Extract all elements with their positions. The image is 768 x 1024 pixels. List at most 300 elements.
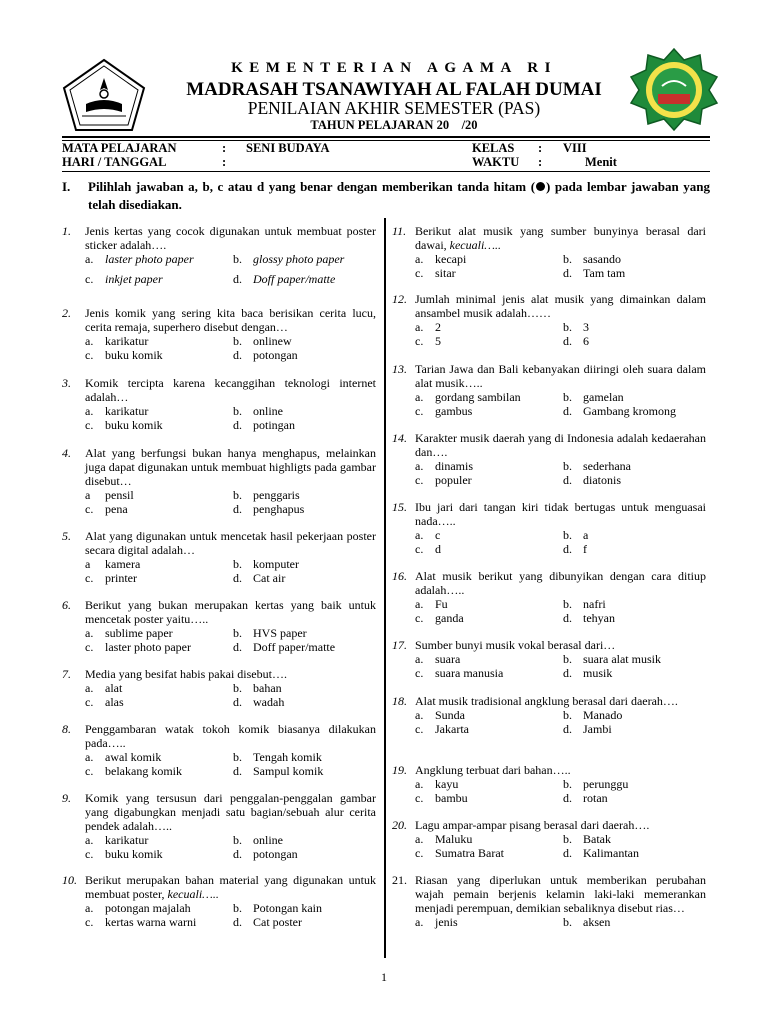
option-letter: a. <box>85 334 94 348</box>
option-letter: b. <box>563 708 572 722</box>
answer-option[interactable] <box>415 473 563 487</box>
option-letter: d. <box>563 611 572 625</box>
question-text-block <box>415 873 706 915</box>
answer-option[interactable] <box>415 459 563 473</box>
question-text-block <box>85 306 376 334</box>
question-item <box>392 224 706 280</box>
day-label: HARI / TANGGAL <box>62 155 167 169</box>
answer-option[interactable] <box>415 722 563 736</box>
question-text-block <box>415 431 706 459</box>
option-letter: d. <box>233 847 242 861</box>
option-text: buku komik <box>105 847 163 861</box>
answer-option[interactable] <box>85 901 233 915</box>
answer-option[interactable] <box>563 832 713 846</box>
question-item <box>392 873 706 929</box>
question-item <box>62 598 376 654</box>
answer-option[interactable] <box>233 750 383 764</box>
answer-option[interactable] <box>85 833 233 847</box>
option-letter: d. <box>563 791 572 805</box>
option-letter: a. <box>415 777 424 791</box>
option-letter: b. <box>563 252 572 266</box>
option-letter: a. <box>415 320 424 334</box>
answer-options <box>85 252 376 286</box>
question-item <box>392 292 706 348</box>
question-text-block <box>85 224 376 252</box>
option-letter: a. <box>415 390 424 404</box>
option-letter: a. <box>85 626 94 640</box>
answer-option[interactable] <box>563 777 713 791</box>
option-text: 3 <box>583 320 589 334</box>
option-letter: c. <box>415 473 424 487</box>
option-text: online <box>253 833 283 847</box>
question-item <box>392 431 706 487</box>
answer-option[interactable] <box>563 528 713 542</box>
option-text: populer <box>435 473 472 487</box>
option-letter: d. <box>563 846 572 860</box>
option-text: penggaris <box>253 488 300 502</box>
answer-option[interactable] <box>415 915 563 929</box>
option-letter: c. <box>415 266 424 280</box>
question-item <box>62 446 376 516</box>
option-letter: b. <box>563 777 572 791</box>
option-text: jenis <box>435 915 458 929</box>
option-text: d <box>435 542 441 556</box>
subject-colon: : <box>222 141 227 155</box>
question-number: 17. <box>392 638 407 652</box>
question-text-block <box>85 873 376 901</box>
class-label: KELAS <box>472 141 515 155</box>
answer-option[interactable] <box>85 764 233 778</box>
option-letter: d. <box>563 666 572 680</box>
answer-option[interactable] <box>233 252 383 266</box>
option-text: Jambi <box>583 722 612 736</box>
option-text: 6 <box>583 334 589 348</box>
option-letter: c. <box>85 915 94 929</box>
option-letter: d. <box>563 473 572 487</box>
option-letter: b. <box>233 833 242 847</box>
option-letter: a. <box>415 528 424 542</box>
option-text: Tam tam <box>583 266 626 280</box>
option-letter: a. <box>85 404 94 418</box>
answer-option[interactable] <box>85 626 233 640</box>
answer-option[interactable] <box>563 473 713 487</box>
answer-options <box>415 252 706 280</box>
answer-option[interactable] <box>415 320 563 334</box>
option-letter: a. <box>415 597 424 611</box>
option-text: inkjet paper <box>105 272 163 286</box>
option-text: Cat poster <box>253 915 302 929</box>
day-colon: : <box>222 155 227 169</box>
option-letter: d. <box>563 404 572 418</box>
answer-option[interactable] <box>233 404 383 418</box>
answer-option[interactable] <box>85 488 233 502</box>
document-header <box>0 0 768 140</box>
option-letter: b. <box>233 750 242 764</box>
answer-option[interactable] <box>415 404 563 418</box>
answer-option[interactable] <box>85 695 233 709</box>
option-text: bahan <box>253 681 282 695</box>
question-text: Karakter musik daerah yang di Indonesia adalah kedaerahan dan…. <box>415 431 706 459</box>
answer-option[interactable] <box>563 722 713 736</box>
option-letter: c. <box>85 571 94 585</box>
option-text: gambus <box>435 404 473 418</box>
answer-option[interactable] <box>415 542 563 556</box>
answer-option[interactable] <box>415 266 563 280</box>
answer-option[interactable] <box>233 847 383 861</box>
option-text: f <box>583 542 587 556</box>
option-letter: b. <box>233 252 242 266</box>
subject-label: MATA PELAJARAN <box>62 141 177 155</box>
question-text-block <box>415 763 706 777</box>
question-item <box>62 529 376 585</box>
answer-option[interactable] <box>415 652 563 666</box>
question-number: 1. <box>62 224 71 238</box>
option-letter: a. <box>415 652 424 666</box>
question-text-block <box>415 362 706 390</box>
answer-option[interactable] <box>415 832 563 846</box>
answer-option[interactable] <box>415 390 563 404</box>
option-text: sitar <box>435 266 456 280</box>
option-letter: d. <box>563 722 572 736</box>
option-text: pena <box>105 502 128 516</box>
answer-option[interactable] <box>563 404 713 418</box>
question-number: 11. <box>392 224 407 238</box>
option-text: nafri <box>583 597 606 611</box>
answer-options <box>415 652 706 680</box>
option-letter: d. <box>563 542 572 556</box>
option-letter: c. <box>85 695 94 709</box>
option-text: Jakarta <box>435 722 469 736</box>
option-letter: d. <box>233 915 242 929</box>
option-text: onlinew <box>253 334 292 348</box>
option-letter: a. <box>415 832 424 846</box>
option-text: aksen <box>583 915 611 929</box>
option-text: kamera <box>105 557 141 571</box>
answer-options <box>415 708 706 736</box>
ministry-title: KEMENTERIAN AGAMA RI <box>231 60 557 76</box>
option-text: karikatur <box>105 833 149 847</box>
answer-options <box>85 557 376 585</box>
answer-option[interactable] <box>415 708 563 722</box>
option-text: musik <box>583 666 613 680</box>
option-text: Potongan kain <box>253 901 322 915</box>
answer-option[interactable] <box>233 272 383 286</box>
option-letter: b. <box>233 404 242 418</box>
question-text-italic: kecuali….. <box>167 887 219 901</box>
answer-option[interactable] <box>415 846 563 860</box>
answer-options <box>85 833 376 861</box>
option-text: karikatur <box>105 334 149 348</box>
answer-option[interactable] <box>415 791 563 805</box>
answer-option[interactable] <box>415 528 563 542</box>
answer-options <box>85 404 376 432</box>
option-letter: c. <box>415 334 424 348</box>
question-text: Komik yang tersusun dari penggalan-penggalan gambar yang digabungkan menjadi satu bagian/sebuah alur cerita pendek adalah….. <box>85 791 376 833</box>
filled-circle-icon <box>536 182 545 191</box>
option-text: pensil <box>105 488 134 502</box>
option-letter: d. <box>233 640 242 654</box>
answer-option[interactable] <box>415 611 563 625</box>
school-logo <box>628 46 720 132</box>
subject-value: SENI BUDAYA <box>246 141 330 155</box>
option-letter: b. <box>233 557 242 571</box>
option-letter: a. <box>85 681 94 695</box>
question-text-block <box>415 818 706 832</box>
answer-option[interactable] <box>233 915 383 929</box>
option-letter: a. <box>415 708 424 722</box>
question-number: 6. <box>62 598 71 612</box>
question-number: 14. <box>392 431 407 445</box>
option-letter: c. <box>415 404 424 418</box>
question-text: Alat musik berikut yang dibunyikan dengan cara ditiup adalah….. <box>415 569 706 597</box>
answer-option[interactable] <box>85 404 233 418</box>
answer-option[interactable] <box>233 571 383 585</box>
option-letter: b. <box>563 915 572 929</box>
option-letter: b. <box>563 832 572 846</box>
option-text: gordang sambilan <box>435 390 521 404</box>
answer-option[interactable] <box>233 488 383 502</box>
question-number: 2. <box>62 306 71 320</box>
option-letter: d. <box>563 334 572 348</box>
option-text: awal komik <box>105 750 162 764</box>
question-text: Riasan yang diperlukan untuk memberikan perubahan wajah pemain berjenis kelamin laki-laki memerankan menjadi perempuan, demikian sebaliknya disebut rias… <box>415 873 706 915</box>
option-text: 5 <box>435 334 441 348</box>
question-item <box>392 763 706 805</box>
option-text: alas <box>105 695 124 709</box>
option-text: Maluku <box>435 832 473 846</box>
answer-option[interactable] <box>563 652 713 666</box>
answer-option[interactable] <box>85 418 233 432</box>
option-text: komputer <box>253 557 299 571</box>
answer-option[interactable] <box>233 557 383 571</box>
instruction-number: I. <box>62 179 71 194</box>
option-text: Sunda <box>435 708 465 722</box>
info-rule <box>62 171 710 172</box>
question-number: 20. <box>392 818 407 832</box>
answer-option[interactable] <box>563 791 713 805</box>
answer-options <box>415 832 706 860</box>
answer-option[interactable] <box>85 640 233 654</box>
option-letter: c. <box>85 502 94 516</box>
answer-option[interactable] <box>563 252 713 266</box>
option-text: diatonis <box>583 473 621 487</box>
answer-option[interactable] <box>563 542 713 556</box>
page-number: 1 <box>381 970 387 984</box>
answer-option[interactable] <box>233 334 383 348</box>
answer-option[interactable] <box>85 272 233 286</box>
question-text-block <box>415 224 706 252</box>
question-text: Alat yang digunakan untuk mencetak hasil pekerjaan poster secara digital adalah… <box>85 529 376 557</box>
question-number: 16. <box>392 569 407 583</box>
answer-option[interactable] <box>415 597 563 611</box>
answer-option[interactable] <box>85 847 233 861</box>
time-colon: : <box>538 155 543 169</box>
question-number: 4. <box>62 446 71 460</box>
question-number: 18. <box>392 694 407 708</box>
answer-option[interactable] <box>563 334 713 348</box>
option-text: gamelan <box>583 390 624 404</box>
answer-option[interactable] <box>563 266 713 280</box>
option-text: laster photo paper <box>105 252 194 266</box>
option-text: Kalimantan <box>583 846 639 860</box>
answer-options <box>85 626 376 654</box>
answer-options <box>85 901 376 929</box>
question-number: 8. <box>62 722 71 736</box>
option-text: karikatur <box>105 404 149 418</box>
question-item <box>392 500 706 556</box>
option-letter: b. <box>233 681 242 695</box>
answer-option[interactable] <box>563 597 713 611</box>
exam-title: PENILAIAN AKHIR SEMESTER (PAS) <box>247 98 541 118</box>
option-letter: c. <box>85 272 94 286</box>
option-text: laster photo paper <box>105 640 191 654</box>
question-item <box>392 638 706 680</box>
answer-option[interactable] <box>85 750 233 764</box>
question-text: Sumber bunyi musik vokal berasal dari… <box>415 638 616 652</box>
answer-options <box>415 528 706 556</box>
option-letter: d. <box>233 764 242 778</box>
column-divider <box>384 218 386 958</box>
question-text: Komik tercipta karena kecanggihan teknologi internet adalah… <box>85 376 376 404</box>
answer-option[interactable] <box>563 320 713 334</box>
answer-option[interactable] <box>85 252 233 266</box>
answer-option[interactable] <box>563 666 713 680</box>
option-text: suara <box>435 652 461 666</box>
answer-option[interactable] <box>233 502 383 516</box>
answer-option[interactable] <box>233 640 383 654</box>
option-letter: b. <box>563 652 572 666</box>
option-letter: d. <box>233 272 242 286</box>
option-text: c <box>435 528 441 542</box>
option-text: Fu <box>435 597 448 611</box>
answer-option[interactable] <box>563 915 713 929</box>
option-text: Cat air <box>253 571 286 585</box>
option-text: sasando <box>583 252 621 266</box>
option-text: dinamis <box>435 459 473 473</box>
answer-option[interactable] <box>233 695 383 709</box>
option-text: kayu <box>435 777 459 791</box>
question-text: Jenis kertas yang cocok digunakan untuk membuat poster sticker adalah…. <box>85 224 376 252</box>
option-letter: a. <box>85 252 94 266</box>
question-text-block <box>85 376 376 404</box>
option-text: belakang komik <box>105 764 182 778</box>
answer-option[interactable] <box>85 334 233 348</box>
option-text: ganda <box>435 611 464 625</box>
option-text: potongan <box>253 847 298 861</box>
option-text: wadah <box>253 695 285 709</box>
answer-option[interactable] <box>415 666 563 680</box>
question-item <box>62 306 376 362</box>
question-number: 19. <box>392 763 407 777</box>
answer-option[interactable] <box>85 502 233 516</box>
option-text: buku komik <box>105 348 163 362</box>
question-number: 12. <box>392 292 407 306</box>
question-text: Angklung terbuat dari bahan….. <box>415 763 571 777</box>
option-text: potingan <box>253 418 295 432</box>
option-text: sederhana <box>583 459 631 473</box>
answer-option[interactable] <box>415 252 563 266</box>
option-text: bambu <box>435 791 468 805</box>
option-text: glossy photo paper <box>253 252 345 266</box>
question-text: Berikut yang bukan merupakan kertas yang baik untuk mencetak poster yaitu….. <box>85 598 376 626</box>
option-text: online <box>253 404 283 418</box>
answer-option[interactable] <box>85 557 233 571</box>
question-item <box>62 791 376 861</box>
question-item <box>62 873 376 929</box>
answer-option[interactable] <box>415 334 563 348</box>
answer-option[interactable] <box>85 681 233 695</box>
answer-option[interactable] <box>233 764 383 778</box>
question-text-block <box>85 529 376 557</box>
question-number: 9. <box>62 791 71 805</box>
option-text: Tengah komik <box>253 750 322 764</box>
option-text: 2 <box>435 320 441 334</box>
option-text: Doff paper/matte <box>253 640 336 654</box>
option-letter: c. <box>415 542 424 556</box>
option-text: a <box>583 528 589 542</box>
option-letter: a. <box>415 915 424 929</box>
answer-options <box>85 334 376 362</box>
option-letter: d. <box>233 695 242 709</box>
option-text: Manado <box>583 708 623 722</box>
option-letter: c. <box>85 847 94 861</box>
answer-options <box>415 320 706 348</box>
answer-option[interactable] <box>233 681 383 695</box>
answer-option[interactable] <box>415 777 563 791</box>
option-letter: c. <box>85 764 94 778</box>
question-number: 21. <box>392 873 407 887</box>
answer-option[interactable] <box>85 571 233 585</box>
question-text-block <box>85 446 376 488</box>
answer-option[interactable] <box>85 915 233 929</box>
option-letter: d. <box>233 418 242 432</box>
option-letter: b. <box>233 488 242 502</box>
option-letter: a. <box>415 459 424 473</box>
option-letter: c. <box>415 791 424 805</box>
question-text: Alat musik tradisional angklung berasal dari daerah…. <box>415 694 678 708</box>
answer-option[interactable] <box>233 833 383 847</box>
answer-options <box>415 459 706 487</box>
question-text: Media yang besifat habis pakai disebut…. <box>85 667 287 681</box>
question-text: Penggambaran watak tokoh komik biasanya dilakukan pada….. <box>85 722 376 750</box>
answer-option[interactable] <box>85 348 233 362</box>
answer-option[interactable] <box>233 626 383 640</box>
time-label: WAKTU <box>472 155 520 169</box>
question-text-block <box>85 667 376 681</box>
option-text: Sampul komik <box>253 764 324 778</box>
answer-option[interactable] <box>563 611 713 625</box>
answer-option[interactable] <box>233 348 383 362</box>
answer-option[interactable] <box>563 459 713 473</box>
question-text: Jumlah minimal jenis alat musik yang dimainkan dalam ansambel musik adalah…… <box>415 292 706 320</box>
answer-option[interactable] <box>563 390 713 404</box>
question-number: 10. <box>62 873 77 887</box>
instruction-text-end: ) pada lembar jawaban yang telah disediakan. <box>88 179 710 212</box>
option-letter: c. <box>415 846 424 860</box>
answer-option[interactable] <box>233 418 383 432</box>
option-letter: d. <box>233 502 242 516</box>
answer-option[interactable] <box>233 901 383 915</box>
school-title: MADRASAH TSANAWIYAH AL FALAH DUMAI <box>186 79 602 100</box>
option-letter: b. <box>563 459 572 473</box>
instruction <box>62 178 710 214</box>
answer-option[interactable] <box>563 708 713 722</box>
option-letter: a. <box>85 750 94 764</box>
option-text: rotan <box>583 791 608 805</box>
option-letter: a. <box>85 901 94 915</box>
option-letter: a. <box>415 252 424 266</box>
answer-option[interactable] <box>563 846 713 860</box>
